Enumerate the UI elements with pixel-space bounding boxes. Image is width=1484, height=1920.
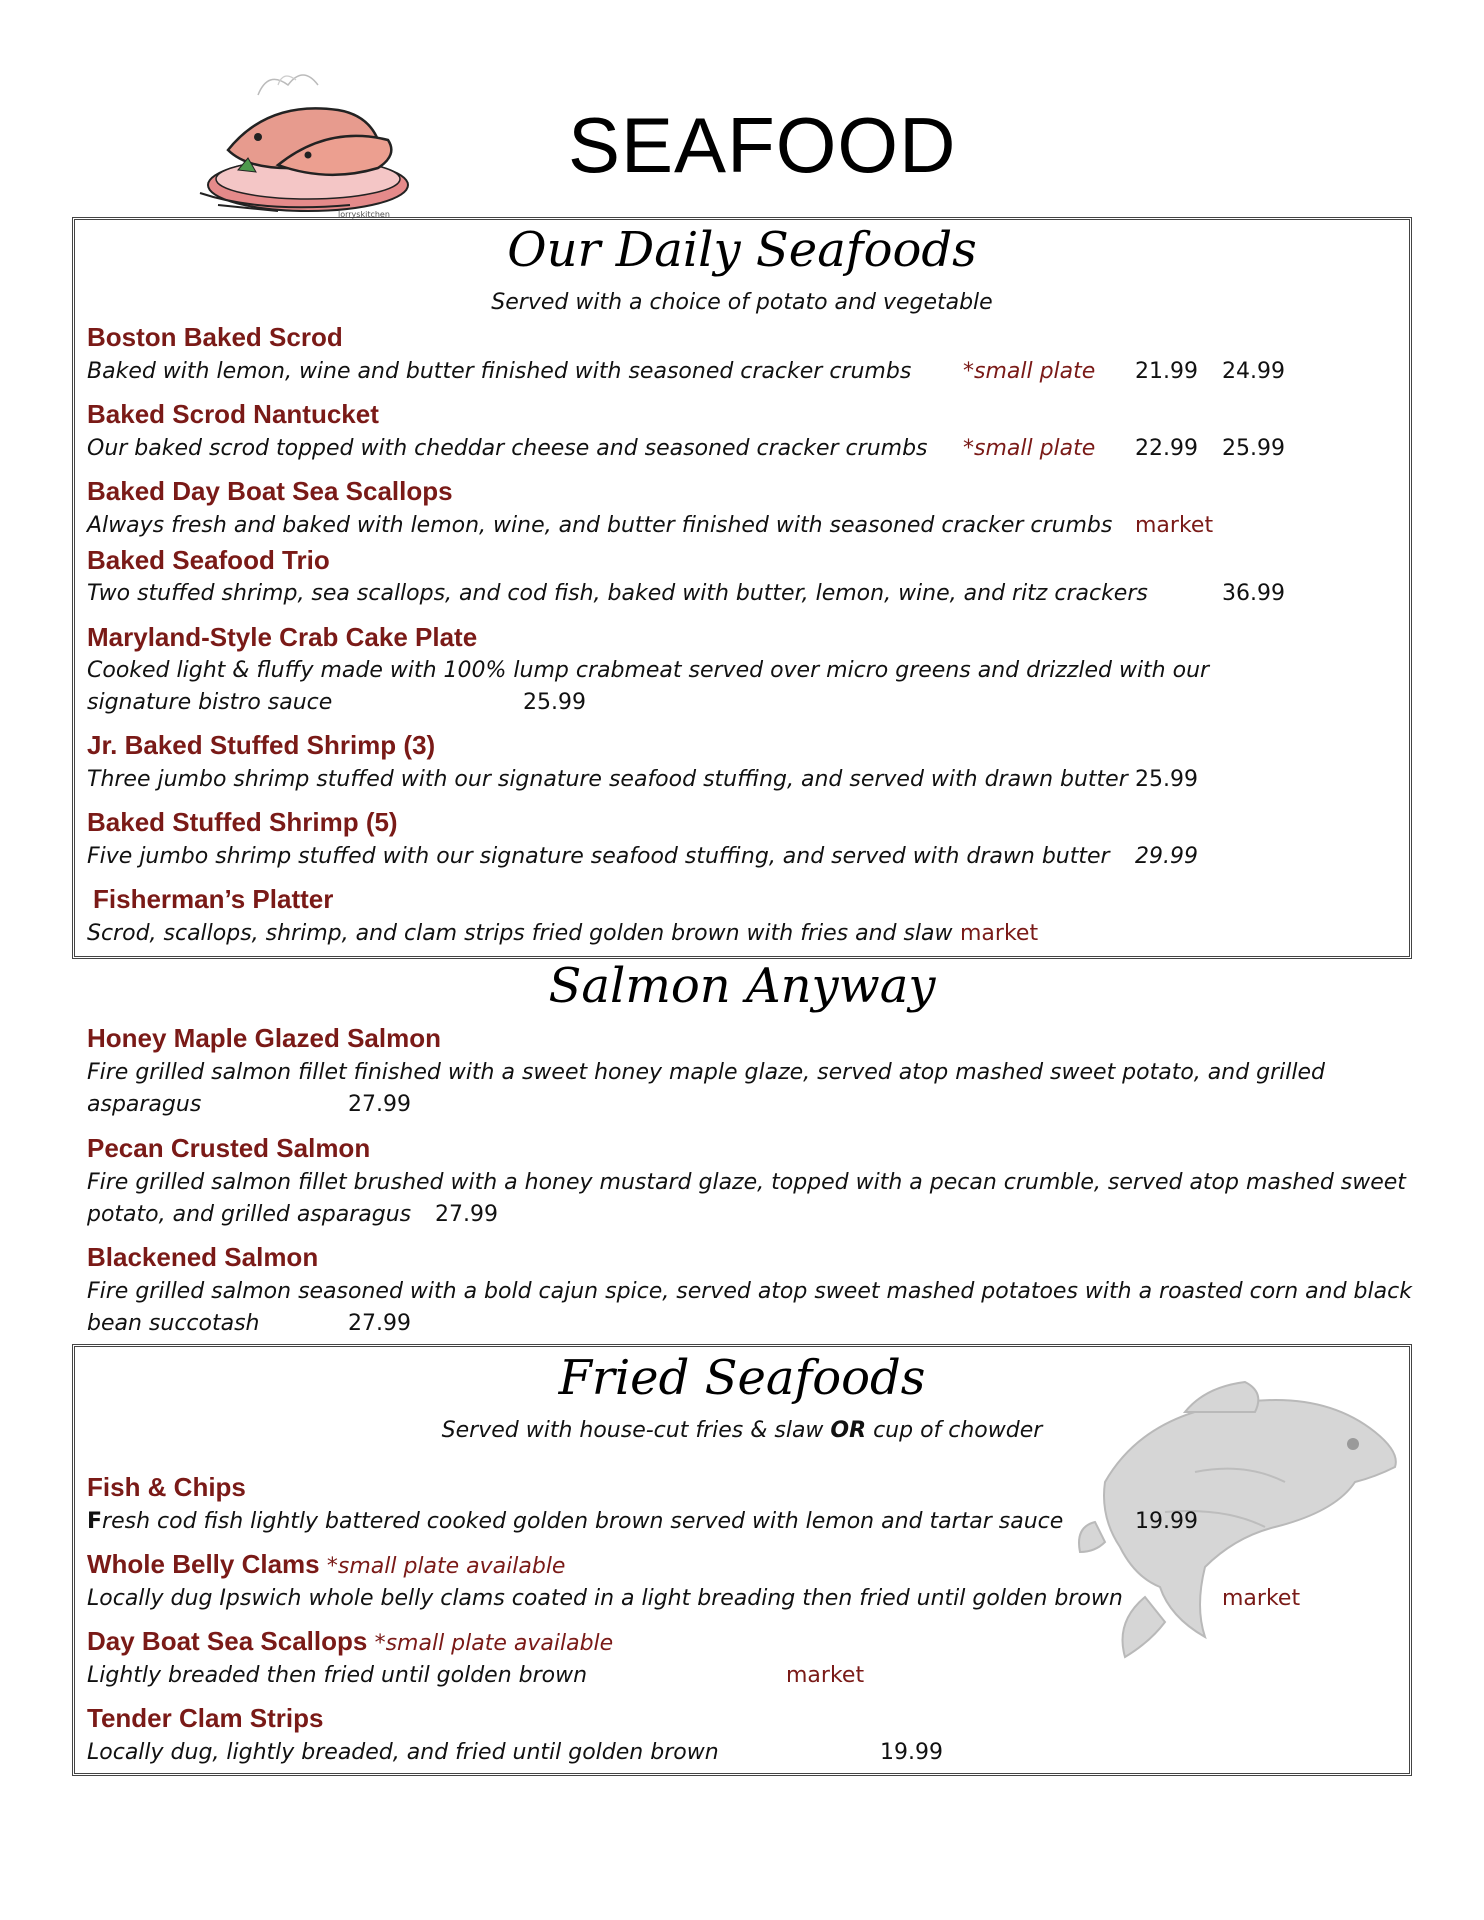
item-name: Baked Seafood Trio [87, 545, 330, 575]
item-price-small: 22.99 [1135, 436, 1198, 461]
small-plate-tag: *small plate available [374, 1631, 614, 1656]
item-description: Our baked scrod topped with cheddar cheese and seasoned cracker crumbs [87, 436, 928, 461]
fried-seafoods-subtitle [0, 1418, 1484, 1443]
item-price: 27.99 [348, 1092, 411, 1117]
small-plate-note: *small plate [963, 436, 1096, 461]
item-description-cont: potato, and grilled asparagus [87, 1202, 412, 1227]
item-name-row [87, 1549, 565, 1580]
daily-seafoods-title: Our Daily Seafoods [507, 222, 977, 278]
item-description: Cooked light & fluffy made with 100% lump crabmeat served over micro greens and drizzled with our [87, 658, 1210, 683]
item-description: Five jumbo shrimp stuffed with our signature seafood stuffing, and served with drawn butter [87, 844, 1110, 869]
item-name: Pecan Crusted Salmon [87, 1133, 371, 1163]
small-plate-tag: *small plate available [326, 1554, 566, 1579]
item-description: Lightly breaded then fried until golden brown [87, 1663, 588, 1688]
fish-plate-illustration [188, 55, 428, 225]
item-description: Locally dug Ipswich whole belly clams coated in a light breading then fried until golden brown [87, 1586, 1123, 1611]
item-name: Day Boat Sea Scallops [87, 1626, 368, 1656]
item-price: market [1222, 1586, 1301, 1611]
fish-watermark-illustration [1075, 1372, 1410, 1672]
item-description: Fire grilled salmon seasoned with a bold cajun spice, served atop sweet mashed potatoes with a roasted corn and black [87, 1279, 1412, 1304]
desc-first-letter: F [87, 1509, 103, 1534]
item-name: Baked Day Boat Sea Scallops [87, 476, 453, 506]
item-description: Fire grilled salmon fillet brushed with a honey mustard glaze, topped with a pecan crumble, served atop mashed sweet [87, 1170, 1406, 1195]
item-price: 19.99 [880, 1740, 943, 1765]
desc-rest: resh cod fish lightly battered cooked golden brown served with lemon and tartar sauce [102, 1509, 1064, 1534]
item-price: 27.99 [348, 1311, 411, 1336]
item-description: Three jumbo shrimp stuffed with our signature seafood stuffing, and served with drawn butter [87, 767, 1128, 792]
item-price: 36.99 [1222, 581, 1285, 606]
subtitle-part: Served with house-cut fries & slaw [441, 1418, 831, 1443]
item-description-cont: bean succotash [87, 1311, 260, 1336]
item-description-cont: signature bistro sauce [87, 690, 333, 715]
item-name: Fisherman’s Platter [93, 884, 334, 914]
item-name: Tender Clam Strips [87, 1703, 324, 1733]
item-price: 29.99 [1135, 844, 1198, 869]
item-name: Maryland-Style Crab Cake Plate [87, 622, 478, 652]
subtitle-part: cup of chowder [866, 1418, 1043, 1443]
item-price: market [786, 1663, 865, 1688]
item-name: Baked Scrod Nantucket [87, 399, 379, 429]
daily-seafoods-subtitle: Served with a choice of potato and vegetable [491, 290, 993, 315]
page-title: SEAFOOD [568, 101, 957, 189]
item-description-cont: asparagus [87, 1092, 202, 1117]
item-description: Always fresh and baked with lemon, wine, and butter finished with seasoned cracker crumbs [87, 513, 1113, 538]
item-price: market [1135, 513, 1214, 538]
item-description: Two stuffed shrimp, sea scallops, and cod fish, baked with butter, lemon, wine, and ritz crackers [87, 581, 1148, 606]
item-price: 27.99 [435, 1202, 498, 1227]
item-price: 25.99 [1222, 436, 1285, 461]
item-description: Fire grilled salmon fillet finished with a sweet honey maple glaze, served atop mashed sweet potato, and grilled [87, 1060, 1326, 1085]
item-name: Boston Baked Scrod [87, 322, 343, 352]
item-price: 25.99 [523, 690, 586, 715]
item-description [87, 1509, 1063, 1534]
item-description: Locally dug, lightly breaded, and fried until golden brown [87, 1740, 719, 1765]
item-name: Fish & Chips [87, 1472, 246, 1502]
small-plate-note: *small plate [963, 359, 1096, 384]
item-price: 25.99 [1135, 767, 1198, 792]
salmon-title: Salmon Anyway [548, 958, 936, 1014]
item-price-small: 21.99 [1135, 359, 1198, 384]
item-name: Honey Maple Glazed Salmon [87, 1023, 441, 1053]
item-price: 19.99 [1135, 1509, 1198, 1534]
subtitle-or: OR [830, 1418, 867, 1443]
item-name-row [87, 1626, 613, 1657]
item-name: Baked Stuffed Shrimp (5) [87, 807, 398, 837]
item-description: Baked with lemon, wine and butter finished with seasoned cracker crumbs [87, 359, 912, 384]
item-price: 24.99 [1222, 359, 1285, 384]
fried-seafoods-title: Fried Seafoods [558, 1350, 926, 1406]
item-name: Jr. Baked Stuffed Shrimp (3) [87, 730, 436, 760]
svg-text:lorryskitchen: lorryskitchen [338, 210, 390, 219]
item-description: Scrod, scallops, shrimp, and clam strips fried golden brown with fries and slaw [87, 921, 953, 946]
item-price: market [960, 921, 1039, 946]
item-name: Whole Belly Clams [87, 1549, 320, 1579]
item-name: Blackened Salmon [87, 1242, 319, 1272]
